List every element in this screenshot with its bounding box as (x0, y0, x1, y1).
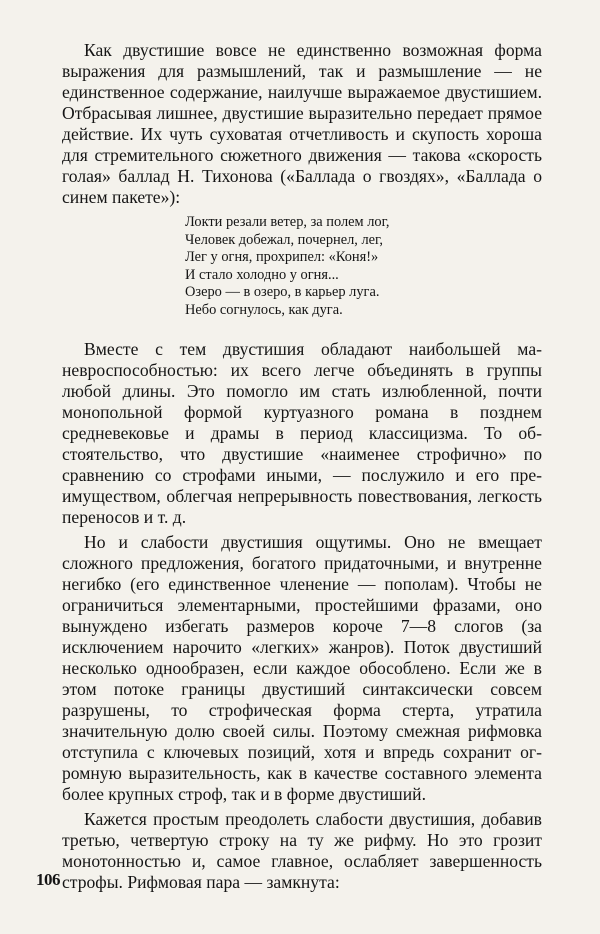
poem-quotation (185, 214, 542, 319)
paragraph-3: Но и слабости двустишия ощутимы. Оно не вмещает сложного предложения, богатого придаточными, и внутренне негибко (его единственное членение — пополам). Чтобы не ограничиться элементарными, простейшими фразами, оно вынуждено избегать размеров короче 7—8 слогов (за исключением нарочито «легких» жанров). Поток двустиший несколько однообразен, если каждое обособлено. Если же в этом потоке границы двустиший синтаксически совсем разрушены, то строфическая форма стерта, утратила значительную долю своей силы. Поэтому смежная рифмовка отступила с ключевых позиций, хотя и впредь сохранит огромную выразительность, как в качестве составного элемента более крупных строф, так и в форме двустиший. (62, 532, 542, 804)
paragraph-1: Как двустишие вовсе не единственно возможная форма выражения для размышлений, так и размышление — не единственное содержание, наилучше выражаемое двустишием. Отбрасывая лишнее, двустишие выразительно передает прямое действие. Их чуть суховатая отчетливость и скупость хороша для стремительного сюжетного движения — такова «скорость голая» баллад Н. Тихонова («Баллада о гвоздях», «Баллада о синем пакете»): (62, 40, 542, 207)
page-number: 106 (36, 870, 60, 889)
paragraph-2: Вместе с тем двустишия обладают наибольшей маневроспособностью: их всего легче объединять в группы любой длины. Это помогло им стать излюбленной, почти монопольной формой куртуазного романа в позднем средневековье и драмы в период классицизма. То обстоятельство, что двустишие «наименее строфично» по сравнению со строфами иными, — послужило и его преимуществом, облегчая непрерывность повествования, легкость переносов и т. д. (62, 339, 542, 527)
verse-line-4: И стало холодно у огня... (185, 266, 339, 283)
page-body (62, 40, 542, 893)
verse-line-3: Лег у огня, прохрипел: «Коня!» (185, 249, 379, 265)
verse-line-6: Небо согнулось, как дуга. (185, 301, 343, 318)
verse-line-2: Человек добежал, почернел, лег, (185, 231, 383, 248)
paragraph-4: Кажется простым преодолеть слабости двустишия, добавив третью, четвертую строку на ту же рифму. Но это грозит монотонностью и, самое главное, ослабляет завершенность строфы. Рифмовая пара — замкнута: (62, 809, 542, 892)
verse-line-5: Озеро — в озеро, в карьер луга. (185, 284, 380, 300)
verse-line-1: Локти резали ветер, за полем лог, (185, 214, 390, 230)
